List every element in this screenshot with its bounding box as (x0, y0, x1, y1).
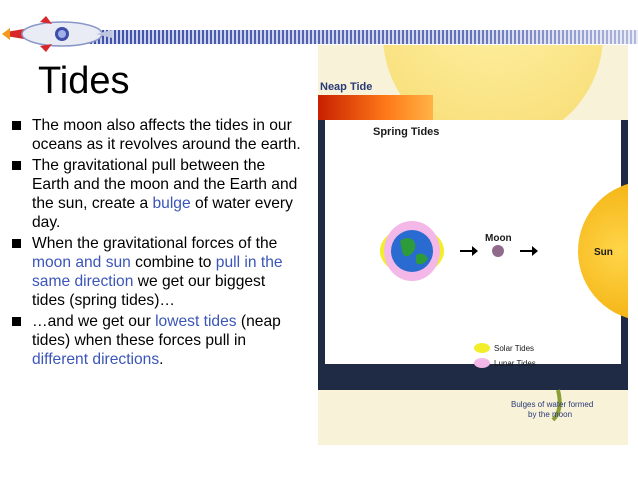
bullet-4: …and we get our lowest tides (neap tides) when these forces pull in different directions. (12, 312, 302, 369)
bullet-3: When the gravitational forces of the moon and sun combine to pull in the same direction we get our biggest tides (spring tides)… (12, 234, 302, 310)
legend-solar-swatch (474, 343, 490, 353)
highlight-moon-sun: moon and sun (32, 254, 131, 271)
slide-title: Tides (38, 60, 130, 102)
bullet-square-icon (12, 317, 21, 326)
neap-tide-label: Neap Tide (320, 81, 373, 93)
sun-label: Sun (594, 247, 613, 258)
bullet-square-icon (12, 121, 21, 130)
highlight-different-directions: different directions (32, 351, 160, 368)
legend-lunar-swatch (474, 358, 490, 368)
tides-figure (318, 45, 628, 445)
rocket-icon (0, 10, 120, 58)
moon-icon (492, 245, 504, 257)
highlight-lowest-tides: lowest tides (155, 313, 237, 330)
moon-label: Moon (485, 233, 512, 244)
bullet-list (12, 116, 302, 371)
caption-line-1: Bulges of water formed (511, 400, 594, 409)
highlight-bulge: bulge (152, 195, 191, 212)
legend-lunar-label: Lunar Tides (494, 359, 536, 368)
header-stripe-fade (70, 30, 638, 44)
bullet-square-icon (12, 161, 21, 170)
bullet-square-icon (12, 239, 21, 248)
spring-tides-label: Spring Tides (373, 126, 440, 138)
legend-solar-label: Solar Tides (494, 344, 535, 353)
neap-sun-strip (318, 95, 433, 120)
highlight-same-direction: pull in the same direction (32, 254, 283, 290)
spring-panel (325, 120, 621, 364)
bullet-2: The gravitational pull between the Earth and the moon and the Earth and the sun, create a bulge of water every day. (12, 156, 302, 232)
bullet-1: The moon also affects the tides in our oceans as it revolves around the earth. (12, 116, 302, 154)
caption-line-2: by the moon (528, 410, 573, 419)
